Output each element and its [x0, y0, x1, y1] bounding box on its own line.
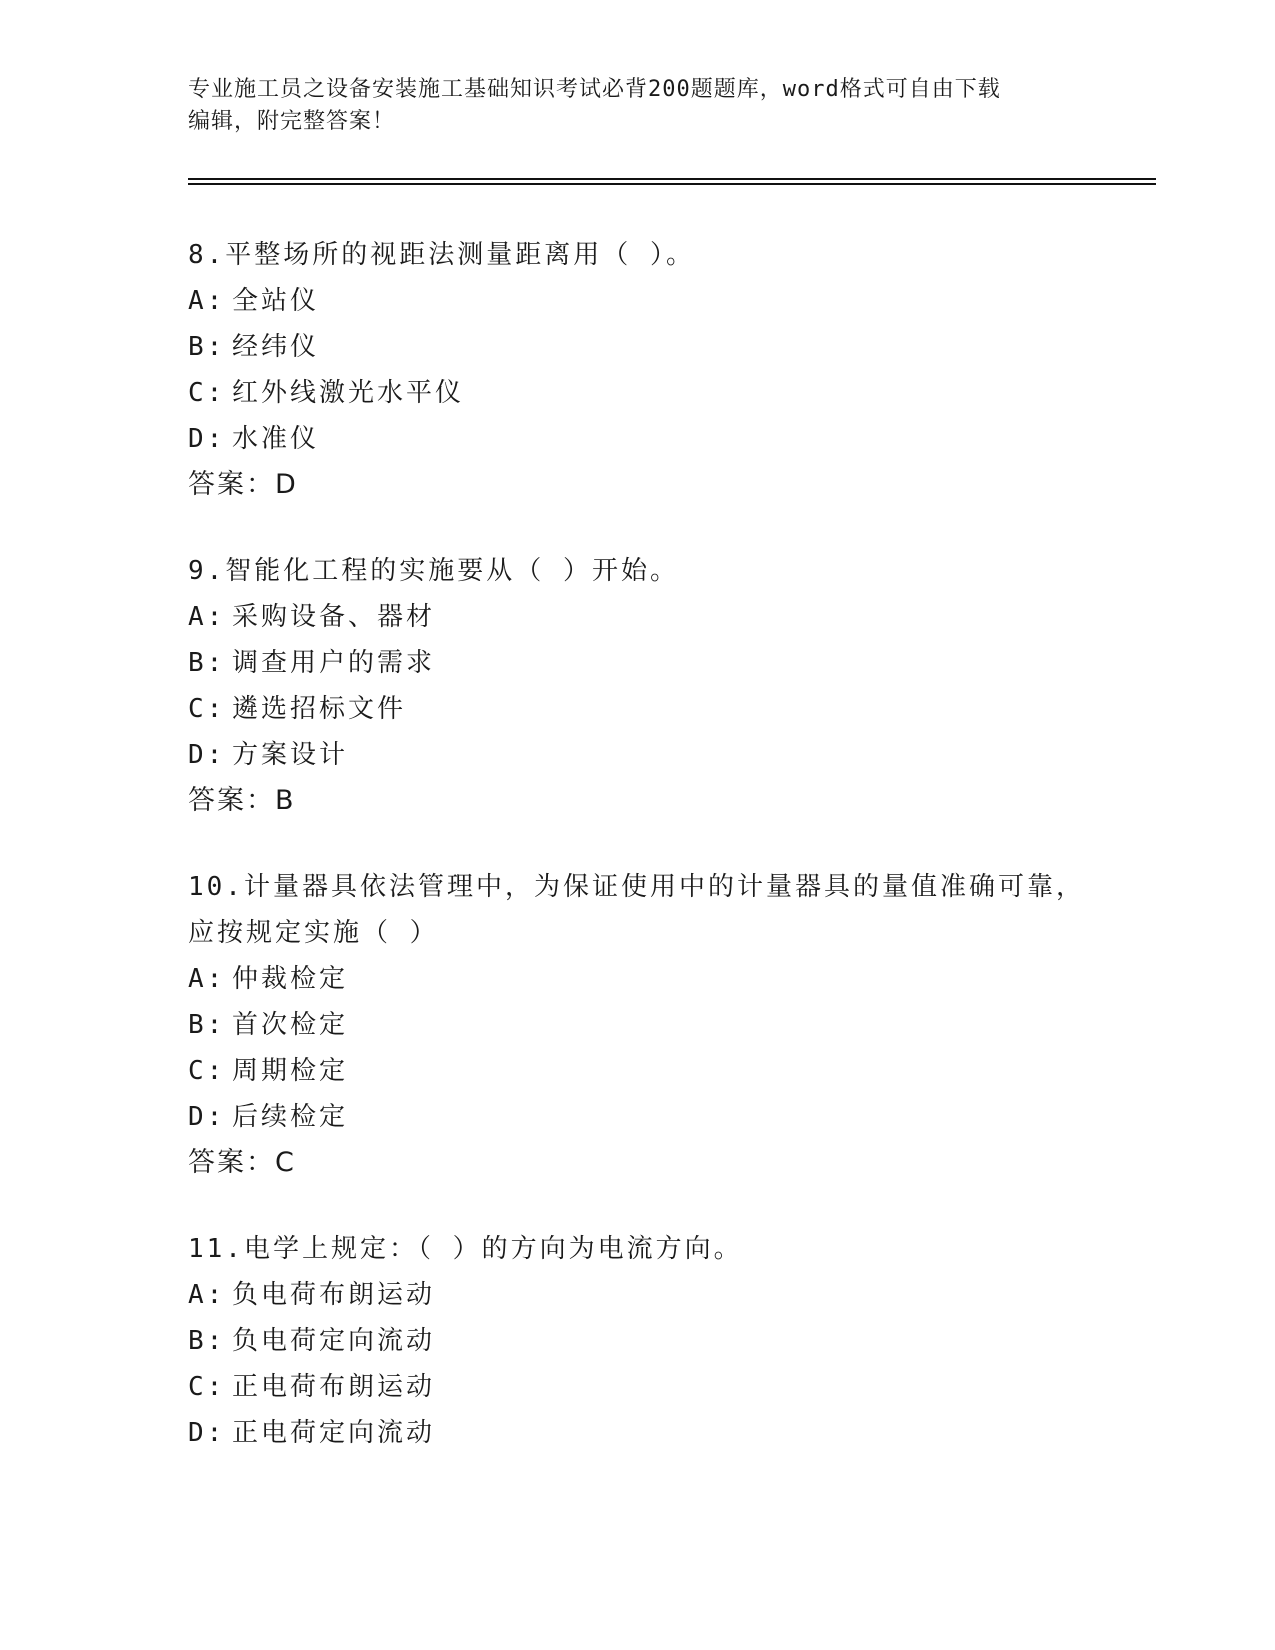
- option-text: 负电荷布朗运动: [232, 1280, 436, 1310]
- option-d: [188, 1094, 1088, 1140]
- option-text: 全站仪: [232, 286, 320, 316]
- option-letter: A:: [188, 964, 226, 994]
- option-letter: C:: [188, 378, 226, 408]
- option-a: [188, 278, 1088, 324]
- answer-line: [188, 778, 1088, 824]
- option-letter: D:: [188, 1102, 226, 1132]
- header-divider-bottom: [188, 183, 1156, 185]
- option-text: 调查用户的需求: [232, 648, 436, 678]
- option-c: [188, 1048, 1088, 1094]
- option-b: [188, 1318, 1088, 1364]
- option-d: [188, 732, 1088, 778]
- option-a: [188, 594, 1088, 640]
- option-text: 红外线激光水平仪: [232, 378, 465, 408]
- option-letter: C:: [188, 1372, 226, 1402]
- answer-label: 答案：: [188, 785, 275, 816]
- header-line-1: 专业施工员之设备安装施工基础知识考试必背200题题库，word格式可自由下载: [188, 77, 1001, 102]
- question-block: [188, 864, 1088, 1186]
- option-text: 后续检定: [232, 1102, 349, 1132]
- answer-value: B: [275, 785, 295, 816]
- question-text: 8.平整场所的视距法测量距离用（ ）。: [188, 240, 695, 270]
- option-text: 方案设计: [232, 740, 349, 770]
- document-header: [188, 74, 1068, 138]
- option-letter: B:: [188, 1010, 226, 1040]
- option-c: [188, 370, 1088, 416]
- option-text: 采购设备、器材: [232, 602, 436, 632]
- option-letter: B:: [188, 332, 226, 362]
- header-divider-top: [188, 178, 1156, 180]
- answer-value: C: [275, 1147, 295, 1178]
- question-text: 9.智能化工程的实施要从（ ）开始。: [188, 556, 679, 586]
- question-block: [188, 1226, 1088, 1456]
- header-line-2: 编辑，附完整答案！: [188, 109, 396, 134]
- answer-label: 答案：: [188, 469, 275, 500]
- option-text: 周期检定: [232, 1056, 349, 1086]
- question-block: [188, 232, 1088, 508]
- option-text: 首次检定: [232, 1010, 349, 1040]
- option-text: 经纬仪: [232, 332, 320, 362]
- option-d: [188, 1410, 1088, 1456]
- option-letter: B:: [188, 1326, 226, 1356]
- question-text: 10.计量器具依法管理中，为保证使用中的计量器具的量值准确可靠，: [188, 872, 1085, 902]
- answer-line: [188, 462, 1088, 508]
- option-letter: D:: [188, 740, 226, 770]
- option-b: [188, 1002, 1088, 1048]
- option-b: [188, 640, 1088, 686]
- option-letter: B:: [188, 648, 226, 678]
- option-letter: C:: [188, 694, 226, 724]
- option-a: [188, 1272, 1088, 1318]
- option-text: 水准仪: [232, 424, 320, 454]
- option-letter: C:: [188, 1056, 226, 1086]
- option-c: [188, 1364, 1088, 1410]
- question-text-continued: 应按规定实施（ ）: [188, 918, 439, 948]
- option-text: 负电荷定向流动: [232, 1326, 436, 1356]
- answer-line: [188, 1140, 1088, 1186]
- question-block: [188, 548, 1088, 824]
- option-text: 正电荷布朗运动: [232, 1372, 436, 1402]
- option-letter: D:: [188, 424, 226, 454]
- answer-value: D: [275, 469, 297, 500]
- option-text: 遴选招标文件: [232, 694, 407, 724]
- question-text: 11.电学上规定：（ ）的方向为电流方向。: [188, 1234, 743, 1264]
- option-text: 正电荷定向流动: [232, 1418, 436, 1448]
- option-text: 仲裁检定: [232, 964, 349, 994]
- option-d: [188, 416, 1088, 462]
- answer-label: 答案：: [188, 1147, 275, 1178]
- option-letter: A:: [188, 1280, 226, 1310]
- option-b: [188, 324, 1088, 370]
- option-letter: A:: [188, 602, 226, 632]
- option-c: [188, 686, 1088, 732]
- option-a: [188, 956, 1088, 1002]
- option-letter: A:: [188, 286, 226, 316]
- option-letter: D:: [188, 1418, 226, 1448]
